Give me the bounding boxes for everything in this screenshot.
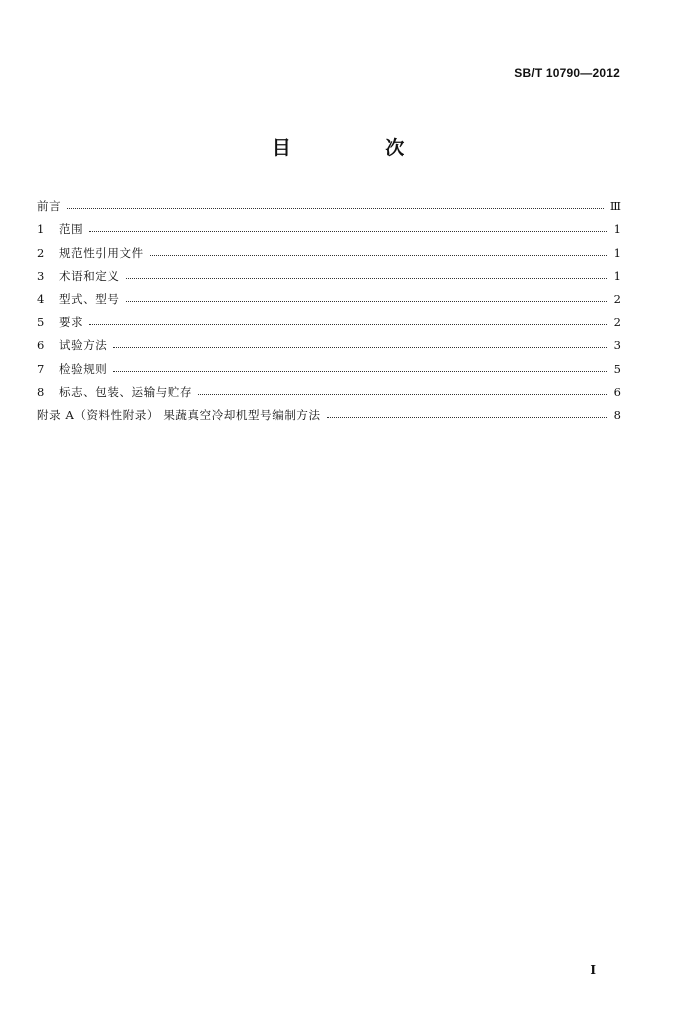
toc-entry-annex-a[interactable] (37, 399, 621, 422)
toc-entry-page: 5 (613, 361, 621, 376)
toc-entry-title: 规范性引用文件 (59, 245, 144, 260)
toc-entry-title: 附录 A（资料性附录） 果蔬真空冷却机型号编制方法 (37, 407, 321, 422)
toc-entry-title: 前言 (37, 199, 62, 214)
toc-entry-marking-packaging[interactable] (37, 376, 621, 399)
dot-leader (150, 255, 607, 256)
standard-code: SB/T 10790—2012 (514, 66, 620, 80)
toc-entry-terms-definitions[interactable] (37, 260, 621, 283)
dot-leader (198, 394, 607, 395)
toc-entry-title: 检验规则 (59, 361, 108, 376)
toc-entry-requirements[interactable] (37, 306, 621, 329)
page-number: Ⅰ (590, 963, 596, 977)
dot-leader (89, 324, 607, 325)
toc-entry-test-methods[interactable] (37, 329, 621, 352)
toc-entry-number: 4 (37, 291, 45, 306)
toc-entry-number: 8 (37, 384, 45, 399)
toc-entry-page: 1 (613, 245, 621, 260)
toc-entry-page: Ⅲ (609, 199, 621, 214)
dot-leader (89, 231, 607, 232)
toc-entry-title: 要求 (59, 315, 84, 330)
table-of-contents (37, 190, 621, 422)
dot-leader (126, 278, 608, 279)
toc-entry-page: 1 (613, 268, 621, 283)
toc-entry-page: 2 (613, 291, 621, 306)
toc-entry-number: 2 (37, 245, 45, 260)
dot-leader (126, 301, 608, 302)
toc-entry-title: 术语和定义 (59, 268, 120, 283)
toc-entry-number: 3 (37, 268, 45, 283)
toc-entry-number: 6 (37, 338, 45, 353)
toc-entry-number: 1 (37, 222, 45, 237)
toc-entry-page: 8 (613, 407, 621, 422)
toc-entry-title: 型式、型号 (59, 291, 120, 306)
dot-leader (327, 417, 607, 418)
dot-leader (113, 371, 607, 372)
toc-entry-inspection-rules[interactable] (37, 352, 621, 375)
toc-entry-normative-references[interactable] (37, 236, 621, 259)
toc-entry-title: 试验方法 (59, 338, 108, 353)
toc-entry-page: 6 (613, 384, 621, 399)
toc-entry-title: 标志、包装、运输与贮存 (59, 384, 193, 399)
toc-entry-page: 1 (613, 222, 621, 237)
toc-entry-type-model[interactable] (37, 283, 621, 306)
toc-entry-scope[interactable] (37, 213, 621, 236)
dot-leader (67, 208, 604, 209)
toc-entry-page: 2 (613, 315, 621, 330)
toc-entry-number: 5 (37, 315, 45, 330)
toc-entry-foreword[interactable] (37, 190, 621, 213)
page-title: 目 次 (271, 137, 449, 159)
toc-entry-page: 3 (613, 338, 621, 353)
dot-leader (113, 347, 607, 348)
toc-entry-title: 范围 (59, 222, 84, 237)
toc-entry-number: 7 (37, 361, 45, 376)
